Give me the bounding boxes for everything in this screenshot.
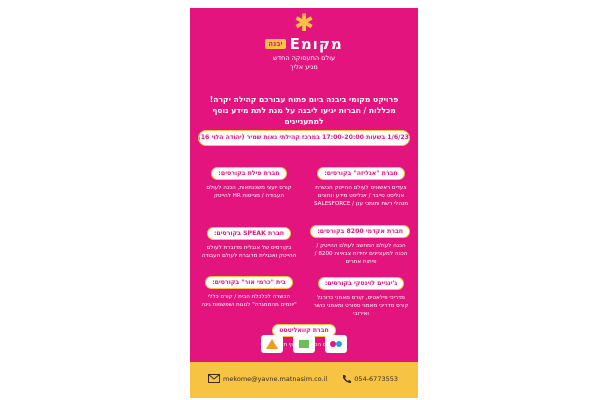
email-contact[interactable] [208,374,327,383]
headline-line-2: מכללות / חברות יגיעו ליבנה על מנת לתת מידע נוסף למתעניינים [212,106,396,126]
headline-line-1: פרויקט מקומי ביבנה ביום פתוח עבורכם קהילה יקרה! [209,95,399,104]
logo-tagline-2: מגיע אליך [290,63,318,71]
contact-footer [190,362,418,398]
card-body: בקורסים של אנגלית מדוברת לעולם ההייטק ואנגלית מדוברת לעולם העבודה [201,245,297,259]
card-title: חברת פילת בקורסים: [211,167,286,180]
sponsor-logos [190,330,418,358]
card-analyza [312,160,410,208]
event-date-location: 1/6/23 בשעות 17:00-20:00 במרכז קהילתי נאות שמיר (יהודה הלוי 16) [198,130,410,146]
envelope-icon [208,374,220,383]
logo-city-badge: יבנה [265,39,285,49]
sponsor-logo [261,335,283,353]
flyer-poster [190,8,418,398]
card-levinsky [312,270,410,318]
card-title: בית "כרמי אור" בקורסים: [205,276,293,289]
sponsor-logo [325,335,347,353]
sponsor-logo [293,335,315,353]
card-body: הכנה לעולם המחשב לעולם ההייטק / הכנה למעוניינים יחידות צבאיות 8200 / פיתוח אתרים [314,243,408,265]
logo-tagline-1: עולם התעסוקה החדש [272,54,336,62]
card-pilat [200,160,298,200]
card-title: חברת "אנליזה" בקורסים: [317,167,404,180]
card-title: ג'ינגיים לוינסקי בקורסים: [318,277,404,290]
card-body: צעדים ראשונים לעולם ההייטק הכשרת אנליסט סייבר / אנליסט מידע ונתונים מנהלי רשת ותומכי ענן / SALESFORCE [313,185,409,207]
phone-contact[interactable] [342,374,398,384]
logo-title-row [190,35,418,53]
logo [190,9,418,71]
card-body: קורס יועצי משכנתאות, הכנה לעולם העבודה / מגייסות HR להייטק [206,185,292,199]
email-address: mekome@yavne.matnasim.co.il [223,374,328,383]
card-title: חברת SPEAK בקורסים: [207,227,291,240]
card-speak [200,220,298,260]
card-karmei-or [200,269,298,309]
asterisk-icon: ✱ [293,9,315,37]
headline [196,94,412,127]
card-academy-8200 [312,218,410,266]
phone-number: 054-6773553 [354,375,398,383]
logo-title: מקומE [289,35,343,53]
card-title: חברת אקדמי 8200 בקורסים: [310,225,410,238]
card-title: חברת קוואליטסט [272,324,336,337]
card-body: הכשרה לכלכלת הבית / קורס כללי "יוזמים מהממגדה" לנוגות ושפשפות גינה [201,294,297,308]
phone-icon [342,374,351,384]
card-body: מדריכי פילאטיס, קורס מאמני כדורגל קורס מדריכי מאמני ספורט ומאמני כושר ואירובי [313,295,409,317]
